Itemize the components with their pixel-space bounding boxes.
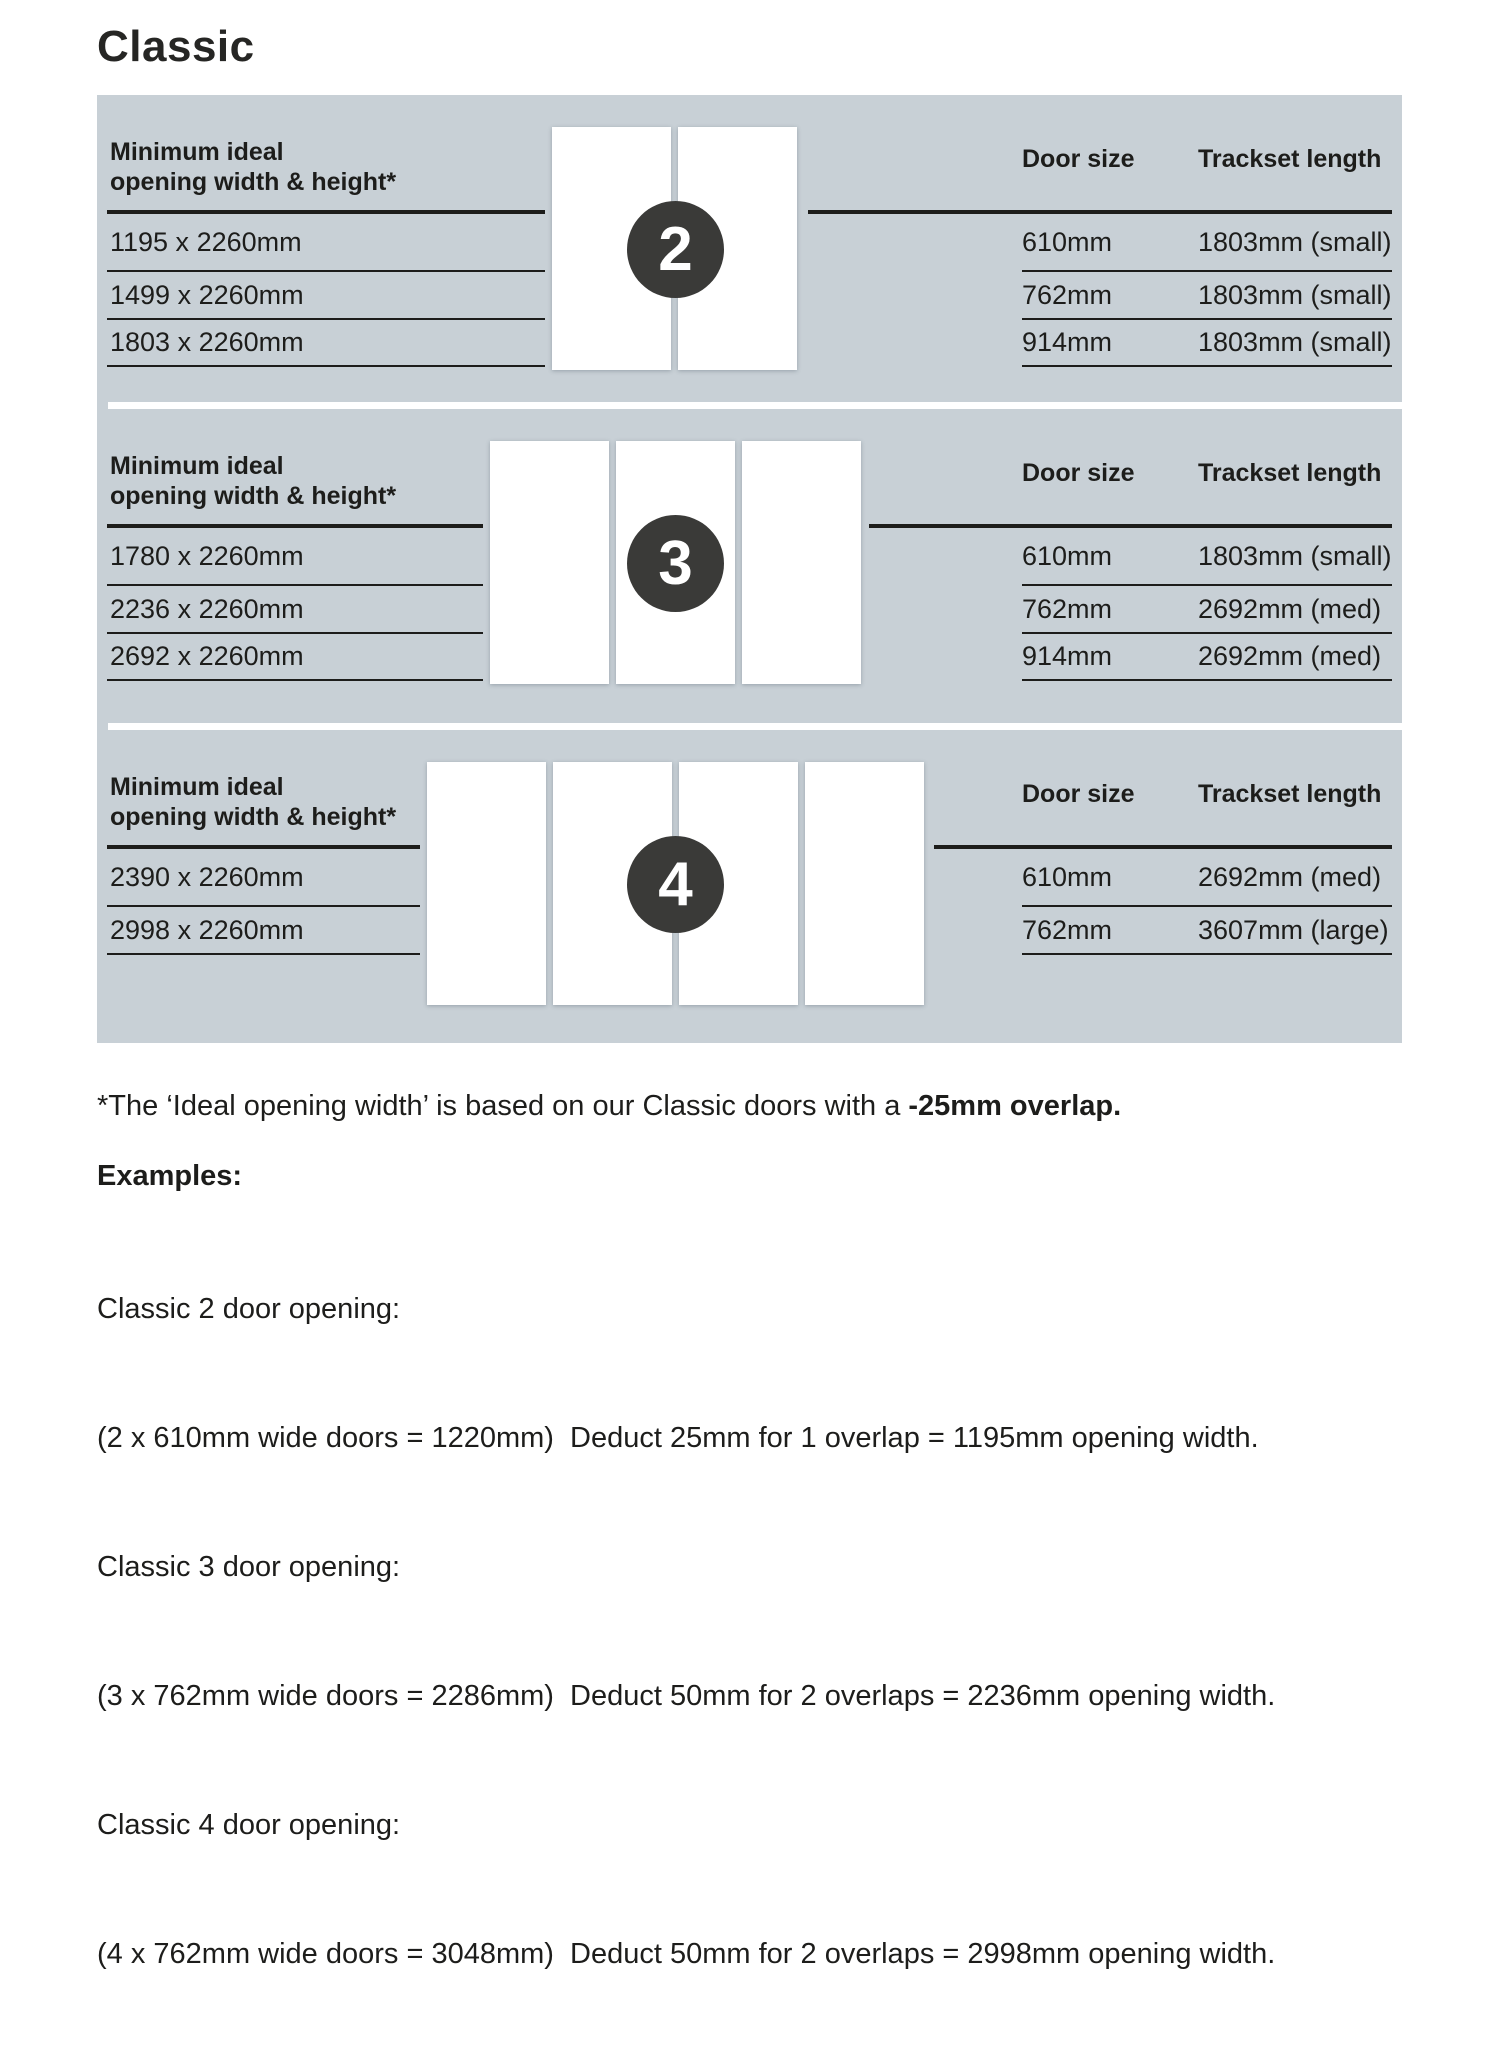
- trackset-value: 1803mm (small): [1198, 279, 1392, 310]
- trackset-value: 2692mm (med): [1198, 861, 1382, 892]
- footnote-text: *The ‘Ideal opening width’ is based on our Classic doors with a: [97, 1090, 909, 1122]
- door-size-value: 610mm: [1022, 861, 1113, 892]
- door-count-badge: 3: [627, 515, 724, 612]
- trackset-value: 1803mm (small): [1198, 540, 1392, 571]
- size-rows: [934, 849, 1392, 955]
- door-size-value: 762mm: [1022, 593, 1113, 624]
- opening-header-line2: opening width & height*: [110, 168, 397, 196]
- example-line: Classic 3 door opening:: [97, 1551, 401, 1583]
- trackset-length-header: Trackset length: [1198, 145, 1382, 173]
- spec-panel: [97, 95, 1402, 1043]
- example-line: Classic 4 door opening:: [97, 1809, 401, 1841]
- example-line: Classic 2 door opening:: [97, 1293, 401, 1325]
- trackset-length-header: Trackset length: [1198, 780, 1382, 808]
- door-size-header: Door size: [1022, 459, 1135, 487]
- example-line: (3 x 762mm wide doors = 2286mm) Deduct 50mm for 2 overlaps = 2236mm opening width.: [97, 1680, 1276, 1712]
- size-rows: [808, 214, 1392, 367]
- spec-row: [1022, 634, 1392, 681]
- door-size-value: 762mm: [1022, 279, 1113, 310]
- opening-rows: [107, 849, 420, 955]
- size-table-header: [1022, 145, 1381, 174]
- door-size-header: Door size: [1022, 780, 1135, 808]
- footnote: [97, 1090, 1121, 1123]
- example-line: (2 x 610mm wide doors = 1220mm) Deduct 25mm for 1 overlap = 1195mm opening width.: [97, 1422, 1259, 1454]
- door-size-header: Door size: [1022, 145, 1135, 173]
- trackset-value: 2692mm (med): [1198, 593, 1382, 624]
- opening-size-row: 1195 x 2260mm: [107, 214, 545, 272]
- section-2-door: [97, 95, 1402, 402]
- spec-row: [1022, 320, 1392, 367]
- opening-header: [110, 451, 396, 511]
- door-panel: [805, 762, 924, 1005]
- door-panel: [742, 441, 861, 684]
- door-size-value: 610mm: [1022, 540, 1113, 571]
- opening-size-row: 2390 x 2260mm: [107, 849, 420, 907]
- door-count-badge: 2: [627, 201, 724, 298]
- opening-header-line1: Minimum ideal: [110, 138, 284, 166]
- opening-size-row: 2998 x 2260mm: [107, 907, 420, 955]
- door-size-value: 762mm: [1022, 914, 1113, 945]
- page-title: Classic: [97, 22, 255, 71]
- section-divider: [108, 402, 1402, 409]
- section-3-door: [97, 409, 1402, 723]
- door-size-value: 914mm: [1022, 327, 1113, 357]
- spec-row: [1022, 214, 1392, 272]
- spec-row: [1022, 586, 1392, 634]
- door-size-value: 914mm: [1022, 641, 1113, 671]
- trackset-value: 1803mm (small): [1198, 327, 1392, 357]
- door-panel: [490, 441, 609, 684]
- opening-header-line1: Minimum ideal: [110, 452, 284, 480]
- opening-size-row: 1499 x 2260mm: [107, 272, 545, 320]
- opening-header: [110, 772, 396, 832]
- examples-heading: Examples:: [97, 1160, 243, 1192]
- section-divider: [108, 723, 1402, 730]
- spec-row: [1022, 849, 1392, 907]
- trackset-value: 3607mm (large): [1198, 914, 1389, 945]
- example-line: (4 x 762mm wide doors = 3048mm) Deduct 50mm for 2 overlaps = 2998mm opening width.: [97, 1938, 1276, 1970]
- opening-header-line1: Minimum ideal: [110, 773, 284, 801]
- opening-size-row: 2692 x 2260mm: [107, 634, 483, 681]
- opening-size-row: 1803 x 2260mm: [107, 320, 545, 367]
- size-rows: [869, 528, 1392, 681]
- door-panel: [427, 762, 546, 1005]
- spec-row: [1022, 272, 1392, 320]
- footnote-bold: -25mm overlap.: [908, 1090, 1122, 1122]
- opening-header-line2: opening width & height*: [110, 803, 397, 831]
- opening-size-row: 1780 x 2260mm: [107, 528, 483, 586]
- trackset-value: 1803mm (small): [1198, 226, 1392, 257]
- opening-header-line2: opening width & height*: [110, 482, 397, 510]
- opening-rows: [107, 528, 483, 681]
- size-table-header: [1022, 459, 1381, 488]
- examples-block: [97, 1202, 1275, 2062]
- size-table-header: [1022, 780, 1381, 809]
- opening-rows: [107, 214, 545, 367]
- opening-size-row: 2236 x 2260mm: [107, 586, 483, 634]
- section-4-door: [97, 730, 1402, 1043]
- opening-header: [110, 137, 396, 197]
- trackset-value: 2692mm (med): [1198, 641, 1382, 671]
- door-count-badge: 4: [627, 836, 724, 933]
- spec-row: [1022, 528, 1392, 586]
- trackset-length-header: Trackset length: [1198, 459, 1382, 487]
- spec-row: [1022, 907, 1392, 955]
- door-size-value: 610mm: [1022, 226, 1113, 257]
